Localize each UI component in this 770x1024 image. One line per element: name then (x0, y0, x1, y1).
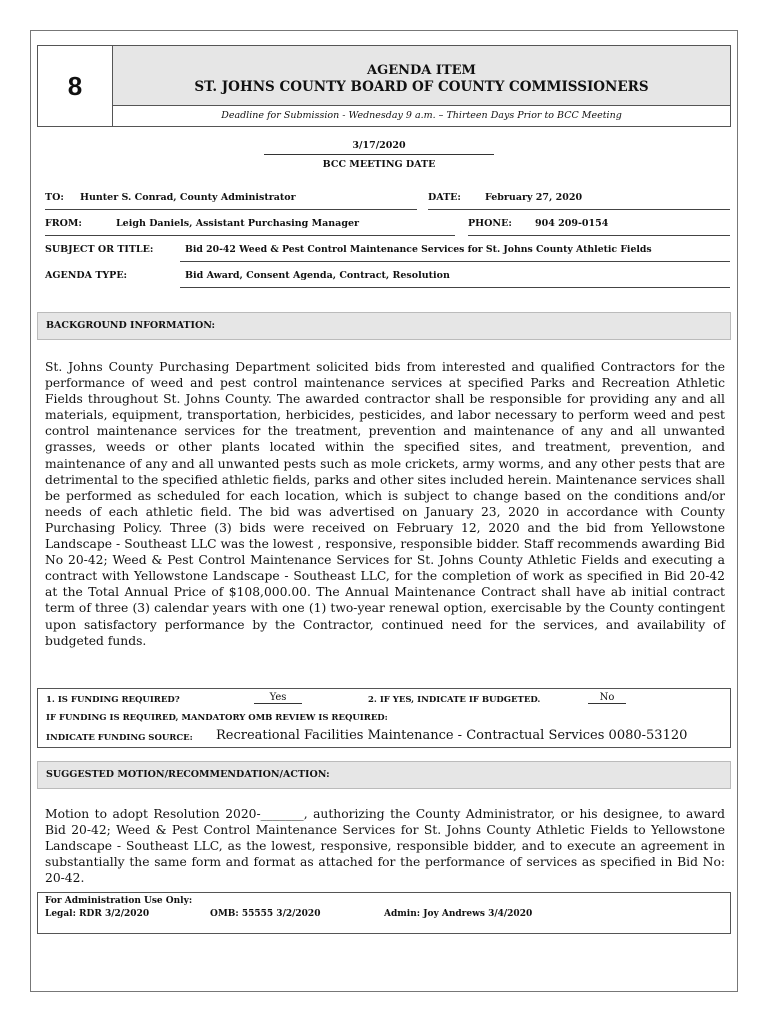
subject-underline (180, 261, 730, 262)
background-heading: BACKGROUND INFORMATION: (37, 312, 731, 340)
to-underline (45, 209, 417, 210)
motion-text: Motion to adopt Resolution 2020-_______, authorizing the County Administrator, or his designee, to award Bid 20-42; Weed & Pest Control Maintenance Services for St. Johns County Athletic Fields to Yellowstone Landscape - Southeast LLC, as the lowest, responsive, responsible bidder, and to execute an agreement in substantially the same form and format as attached for the performance of services as specified in Bid No: 20-42. (45, 807, 725, 886)
agenda-type-value: Bid Award, Consent Agenda, Contract, Resolution (185, 270, 450, 281)
header-title-line2: ST. JOHNS COUNTY BOARD OF COUNTY COMMISSIONERS (194, 79, 649, 95)
to-value: Hunter S. Conrad, County Administrator (80, 192, 296, 203)
admin-use-box (37, 892, 731, 934)
subject-label: SUBJECT OR TITLE: (45, 244, 154, 255)
from-underline (45, 235, 455, 236)
phone-underline (468, 235, 730, 236)
bcc-meeting-date-label: BCC MEETING DATE (322, 159, 436, 170)
admin-approval: Admin: Joy Andrews 3/4/2020 (384, 909, 533, 919)
agenda-type-underline (180, 287, 730, 288)
funding-box (37, 688, 731, 748)
header-title-box (113, 46, 730, 106)
date-underline (428, 209, 730, 210)
budgeted-label: 2. IF YES, INDICATE IF BUDGETED. (368, 695, 541, 705)
agenda-header (37, 45, 731, 127)
phone-label: PHONE: (468, 218, 512, 229)
funding-source-value: Recreational Facilities Maintenance - Contractual Services 0080-53120 (216, 728, 688, 743)
legal-approval: Legal: RDR 3/2/2020 (45, 909, 150, 919)
bcc-meeting-date: 3/17/2020 (264, 138, 494, 155)
subject-value: Bid 20-42 Weed & Pest Control Maintenance Services for St. Johns County Athletic Fields (185, 244, 652, 255)
omb-review-note: IF FUNDING IS REQUIRED, MANDATORY OMB REVIEW IS REQUIRED: (46, 713, 388, 723)
from-value: Leigh Daniels, Assistant Purchasing Manager (116, 218, 360, 229)
to-label: TO: (45, 192, 64, 203)
header-title-line1: AGENDA ITEM (367, 63, 476, 78)
admin-use-heading: For Administration Use Only: (45, 896, 193, 906)
budgeted-value: No (588, 692, 626, 704)
from-label: FROM: (45, 218, 82, 229)
agenda-item-number: 8 (38, 46, 113, 126)
funding-required-value: Yes (254, 692, 302, 704)
date-value: February 27, 2020 (485, 192, 583, 203)
funding-source-label: INDICATE FUNDING SOURCE: (46, 733, 193, 743)
phone-value: 904 209-0154 (535, 218, 609, 229)
date-label: DATE: (428, 192, 461, 203)
agenda-type-label: AGENDA TYPE: (45, 270, 128, 281)
submission-deadline: Deadline for Submission - Wednesday 9 a.m. – Thirteen Days Prior to BCC Meeting (221, 110, 622, 121)
funding-required-label: 1. IS FUNDING REQUIRED? (46, 695, 180, 705)
motion-heading: SUGGESTED MOTION/RECOMMENDATION/ACTION: (37, 761, 731, 789)
background-text: St. Johns County Purchasing Department solicited bids from interested and qualified Contractors for the performance of weed and pest control maintenance services at specified Parks and Recreation Athletic Fields throughout St. Johns County. The awarded contractor shall be responsible for providing any and all materials, equipment, transportation, herbicides, pesticides, and labor necessary to perform weed and pest control maintenance services for the treatment, prevention and maintenance of any and all unwanted grasses, weeds or other plants located within the specified sites, and treatment, prevention, and maintenance of any and all unwanted pests such as mole crickets, army worms, and any other pests that are detrimental to the specified athletic fields, parks and other sites included herein. Maintenance services shall be performed as scheduled for each location, which is subject to change based on the conditions and/or needs of each athletic field. The bid was advertised on January 23, 2020 in accordance with County Purchasing Policy. Three (3) bids were received on February 12, 2020 and the bid from Yellowstone Landscape - Southeast LLC was the lowest , responsive, responsible bidder. Staff recommends awarding Bid No 20-42; Weed & Pest Control Maintenance Services for St. Johns County Athletic Fields and executing a contract with Yellowstone Landscape - Southeast LLC, for the completion of work as specified in Bid 20-42 at the Total Annual Price of $108,000.00. The Annual Maintenance Contract shall have ab initial contract term of three (3) calendar years with one (1) two-year renewal option, exercisable by the County contingent upon satisfactory performance by the Contractor, continued need for the services, and availability of budgeted funds. (45, 360, 725, 648)
omb-approval: OMB: 55555 3/2/2020 (210, 909, 321, 919)
